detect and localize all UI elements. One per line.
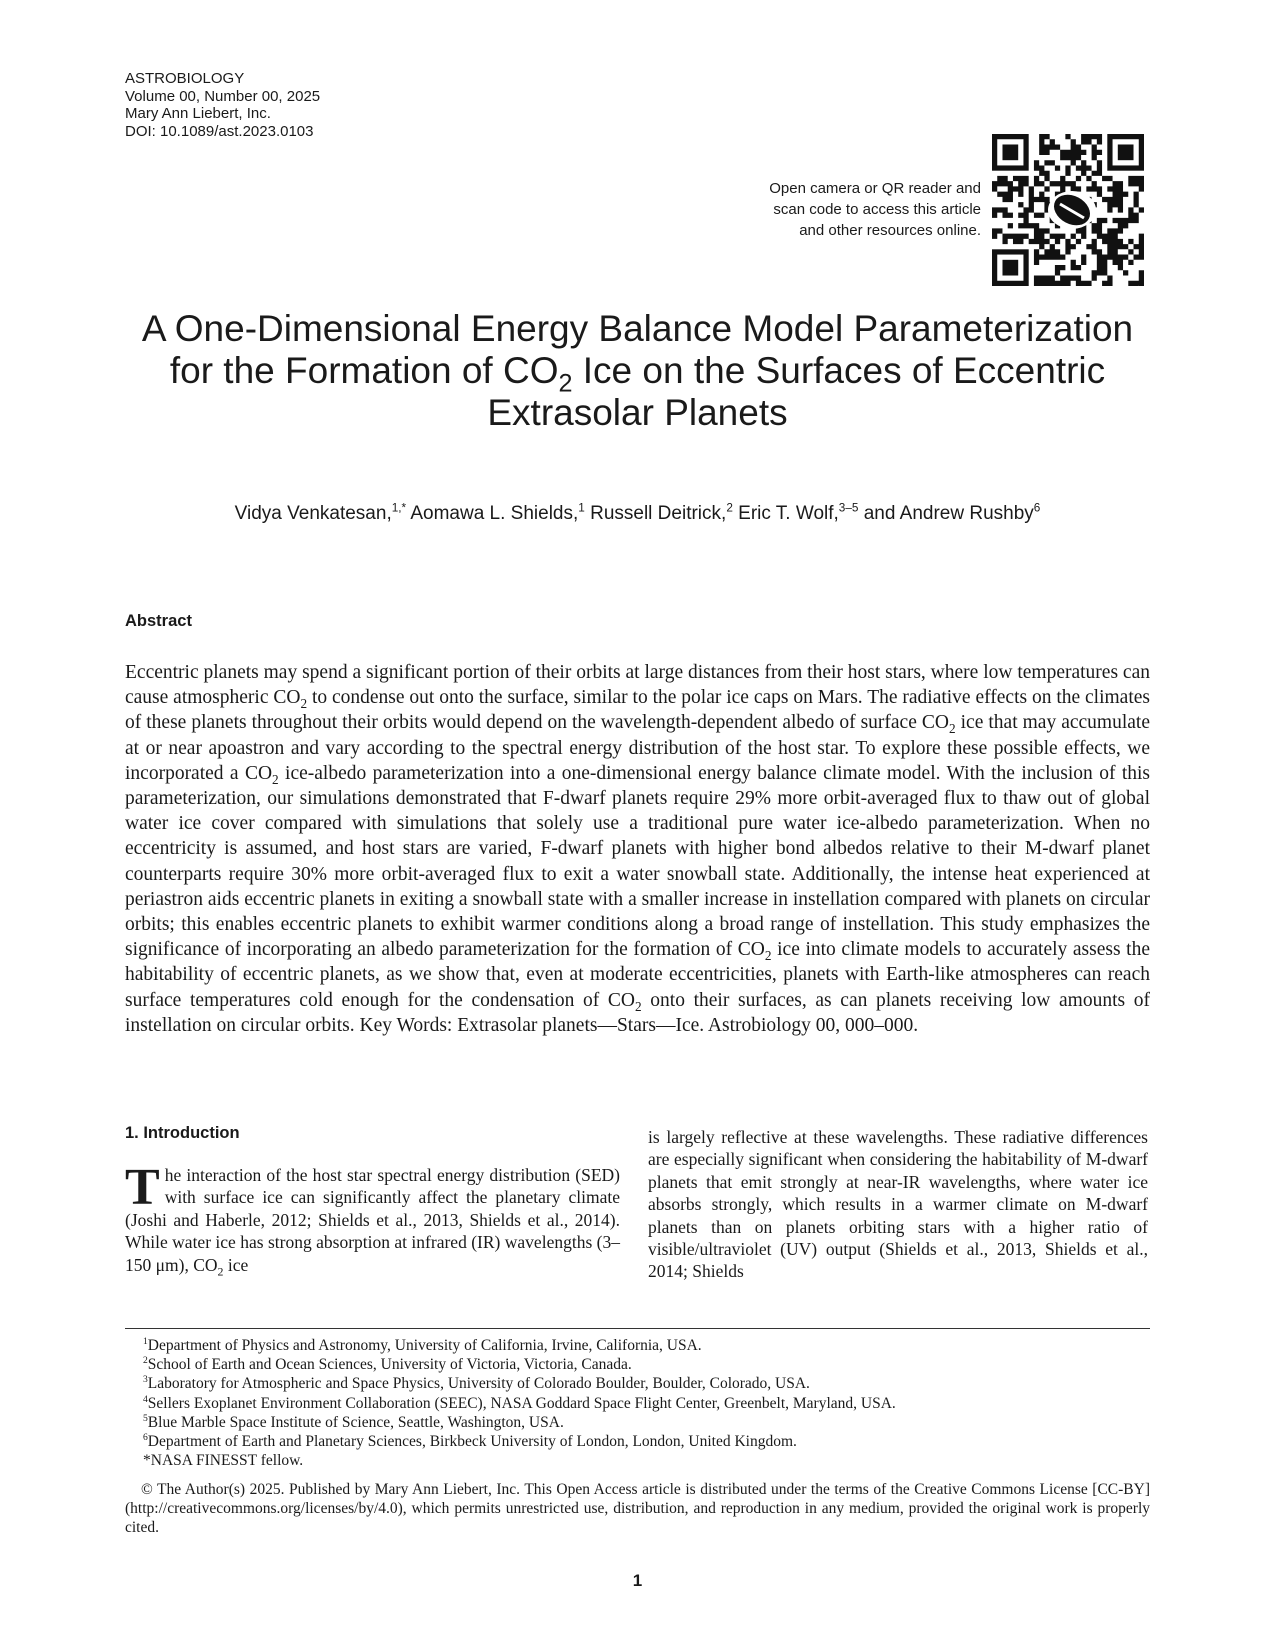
journal-volume: Volume 00, Number 00, 2025 <box>125 87 321 105</box>
intro-text: ice <box>223 1254 249 1275</box>
title-line: A One-Dimensional Energy Balance Model Parameterization <box>141 308 1134 349</box>
footnote-text: *NASA FINESST fellow. <box>143 1452 304 1470</box>
author-name: Russell Deitrick, <box>590 503 727 524</box>
intro-column-right <box>648 1126 1148 1283</box>
footnote-mark: 6 <box>143 1431 148 1443</box>
footnote <box>143 1355 896 1374</box>
subscript: 2 <box>635 998 642 1014</box>
intro-text: he interaction of the host star spectral energy distribution (SED) with surface ice can significantly affect the planetary climate (Joshi and Haberle, 2012; Shields et al., 2013, Shields et al., 2014). While water ice has strong absorption at infrared (IR) wavelengths (3–150 μm), CO <box>125 1165 620 1275</box>
journal-doi[interactable]: DOI: 10.1089/ast.2023.0103 <box>125 122 314 140</box>
subscript: 2 <box>272 771 279 787</box>
author-name: and Andrew Rushby <box>863 503 1034 524</box>
abstract-segment: Eccentric planets may spend a significant portion of their orbits at large distances from their host stars, where low temperatures can cause atmospheric CO <box>125 662 1150 709</box>
author-affiliation: 6 <box>1033 501 1041 515</box>
footnote <box>143 1451 896 1470</box>
footnote-text: School of Earth and Ocean Sciences, University of Victoria, Victoria, Canada. <box>147 1356 632 1374</box>
title-line: Ice on the Surfaces of Eccentric <box>572 350 1106 391</box>
subscript: 2 <box>764 948 772 964</box>
qr-caption <box>681 178 981 241</box>
abstract-segment: onto their surfaces, as can planets receiving low amounts of instellation on circular orbits. Key Words: Extrasolar planets—Stars—Ice. Astrobiology 00, 000–000. <box>125 989 1150 1036</box>
qr-caption-line: Open camera or QR reader and <box>769 180 981 197</box>
author-name: Vidya Venkatesan, <box>234 503 392 524</box>
abstract-text <box>125 660 1150 1038</box>
footnote <box>143 1413 896 1432</box>
section-heading-introduction: 1. Introduction <box>125 1124 240 1142</box>
drop-cap: T <box>125 1159 160 1216</box>
author-affiliation: 3–5 <box>838 501 859 515</box>
copyright-notice: © The Author(s) 2025. Published by Mary Ann Liebert, Inc. This Open Access article is distributed under the terms of the Creative Commons License [CC-BY] (http://creativecommons.org/licenses/by/4.0), which permits unrestricted use, distribution, and reproduction in any medium, provided the original work is properly cited. <box>125 1481 1150 1536</box>
subscript: 2 <box>558 369 573 398</box>
qr-caption-line: scan code to access this article <box>773 201 981 218</box>
author-affiliation: 2 <box>726 501 733 515</box>
footnote <box>143 1336 896 1355</box>
footnote-mark: 1 <box>143 1335 148 1347</box>
journal-name: ASTROBIOLOGY <box>125 70 245 87</box>
author-affiliation: 1,* <box>391 501 407 515</box>
footnote-text: Blue Marble Space Institute of Science, Seattle, Washington, USA. <box>147 1413 564 1431</box>
article-title <box>80 308 1195 434</box>
qr-code-icon[interactable] <box>992 134 1144 286</box>
affiliation-footnotes <box>143 1336 896 1470</box>
abstract-segment: to condense out onto the surface, similar to the polar ice caps on Mars. The radiative effects on the climates of these planets throughout their orbits would depend on the wavelength-dependent albedo of surface CO <box>125 687 1150 734</box>
footnote-mark: 2 <box>143 1355 148 1367</box>
subscript: 2 <box>217 1264 224 1279</box>
abstract-segment: ice that may accumulate at or near apoastron and vary according to the spectral energy distribution of the host star. To explore these possible effects, we incorporated a CO <box>125 712 1150 784</box>
footnote-text: Sellers Exoplanet Environment Collaboration (SEEC), NASA Goddard Space Flight Center, Greenbelt, Maryland, USA. <box>147 1394 896 1412</box>
subscript: 2 <box>948 721 956 737</box>
author-list <box>80 502 1195 526</box>
title-line: for the Formation of CO <box>169 350 559 391</box>
footnote-divider <box>125 1328 1150 1329</box>
qr-caption-line: and other resources online. <box>799 222 981 239</box>
footnote-text: Department of Earth and Planetary Sciences, Birkbeck University of London, London, United Kingdom. <box>147 1433 797 1451</box>
footnote <box>143 1374 896 1393</box>
intro-text: is largely reflective at these wavelengths. These radiative differences are especially significant when considering the habitability of M-dwarf planets that emit strongly at near-IR wavelengths, where water ice absorbs strongly, which results in a warmer climate on M-dwarf planets than on planets orbiting stars with a higher ratio of visible/ultraviolet (UV) output (Shields et al., 2013, Shields et al., 2014; Shields <box>648 1127 1148 1282</box>
title-line: Extrasolar Planets <box>487 392 788 433</box>
author-name: Eric T. Wolf, <box>738 503 839 524</box>
author-affiliation: 1 <box>578 501 585 515</box>
footnote-text: Laboratory for Atmospheric and Space Physics, University of Colorado Boulder, Boulder, Colorado, USA. <box>147 1375 810 1393</box>
subscript: 2 <box>300 696 308 712</box>
footnote <box>143 1394 896 1413</box>
author-name: Aomawa L. Shields, <box>410 503 579 524</box>
abstract-segment: ice-albedo parameterization into a one-dimensional energy balance climate model. With the inclusion of this parameterization, our simulations demonstrated that F-dwarf planets require 29% more orbit-averaged flux to thaw out of global water ice cover compared with simulations that solely use a traditional pure water ice-albedo parameterization. When no eccentricity is assumed, and host stars are varied, F-dwarf planets with higher bond albedos relative to their M-dwarf planet counterparts require 30% more orbit-averaged flux to exit a water snowball state. Additionally, the intense heat experienced at periastron aids eccentric planets in exiting a snowball state with a smaller increase in instellation compared with planets on circular orbits; this enables eccentric planets to exhibit warmer conditions along a broad range of instellation. This study emphasizes the significance of incorporating an albedo parameterization for the formation of CO <box>125 762 1150 961</box>
footnote-text: Department of Physics and Astronomy, University of California, Irvine, California, USA. <box>147 1337 702 1354</box>
journal-header <box>125 70 320 140</box>
footnote-mark: 5 <box>143 1412 148 1424</box>
abstract-segment: ice into climate models to accurately assess the habitability of eccentric planets, as we show that, even at moderate eccentricities, planets with Earth-like atmospheres can reach surface temperatures cold enough for the condensation of CO <box>125 939 1150 1011</box>
journal-publisher: Mary Ann Liebert, Inc. <box>125 105 271 122</box>
footnote-mark: 3 <box>143 1374 148 1386</box>
abstract-heading: Abstract <box>125 612 192 630</box>
intro-column-left <box>125 1159 620 1279</box>
footnote-mark: 4 <box>143 1393 148 1405</box>
page-number: 1 <box>632 1571 643 1590</box>
footnote <box>143 1432 896 1451</box>
